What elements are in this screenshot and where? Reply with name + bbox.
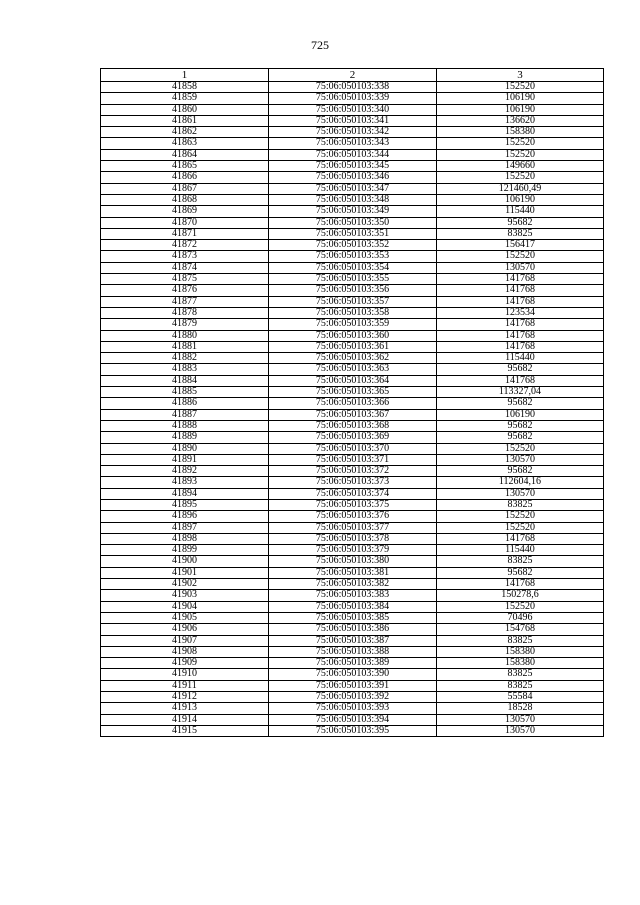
value-cell: 136620 (437, 115, 604, 126)
value-cell: 130570 (437, 488, 604, 499)
table-row (101, 579, 604, 590)
value-cell: 121460,49 (437, 183, 604, 194)
value-cell: 18528 (437, 703, 604, 714)
table-row (101, 658, 604, 669)
row-index-cell: 41897 (101, 522, 269, 533)
table-row (101, 364, 604, 375)
value-cell: 158380 (437, 646, 604, 657)
row-index-cell: 41905 (101, 612, 269, 623)
cadastral-number-cell: 75:06:050103:393 (269, 703, 437, 714)
cadastral-number-cell: 75:06:050103:374 (269, 488, 437, 499)
cadastral-number-cell: 75:06:050103:352 (269, 240, 437, 251)
value-cell: 83825 (437, 680, 604, 691)
row-index-cell: 41899 (101, 545, 269, 556)
row-index-cell: 41901 (101, 567, 269, 578)
cadastral-number-cell: 75:06:050103:342 (269, 127, 437, 138)
cadastral-number-cell: 75:06:050103:347 (269, 183, 437, 194)
table-row (101, 409, 604, 420)
row-index-cell: 41902 (101, 579, 269, 590)
table-row (101, 635, 604, 646)
page-number: 725 (311, 38, 329, 52)
row-index-cell: 41868 (101, 194, 269, 205)
table-row (101, 138, 604, 149)
cadastral-number-cell: 75:06:050103:348 (269, 194, 437, 205)
row-index-cell: 41882 (101, 353, 269, 364)
value-cell: 130570 (437, 725, 604, 736)
table-row (101, 432, 604, 443)
value-cell: 83825 (437, 635, 604, 646)
table-row (101, 206, 604, 217)
value-cell: 106190 (437, 93, 604, 104)
cadastral-number-cell: 75:06:050103:387 (269, 635, 437, 646)
row-index-cell: 41864 (101, 149, 269, 160)
table-row (101, 477, 604, 488)
cadastral-number-cell: 75:06:050103:351 (269, 228, 437, 239)
cadastral-number-cell: 75:06:050103:340 (269, 104, 437, 115)
cadastral-number-cell: 75:06:050103:389 (269, 658, 437, 669)
table-row (101, 149, 604, 160)
value-cell: 152520 (437, 82, 604, 93)
cadastral-number-cell: 75:06:050103:381 (269, 567, 437, 578)
cadastral-number-cell: 75:06:050103:391 (269, 680, 437, 691)
value-cell: 106190 (437, 194, 604, 205)
table-row (101, 353, 604, 364)
value-cell: 115440 (437, 206, 604, 217)
table-row (101, 341, 604, 352)
value-cell: 83825 (437, 556, 604, 567)
row-index-cell: 41904 (101, 601, 269, 612)
value-cell: 141768 (437, 285, 604, 296)
cadastral-number-cell: 75:06:050103:372 (269, 466, 437, 477)
value-cell: 152520 (437, 601, 604, 612)
cadastral-number-cell: 75:06:050103:384 (269, 601, 437, 612)
table-row (101, 466, 604, 477)
cadastral-number-cell: 75:06:050103:346 (269, 172, 437, 183)
cadastral-number-cell: 75:06:050103:338 (269, 82, 437, 93)
table-row (101, 545, 604, 556)
cadastral-number-cell: 75:06:050103:390 (269, 669, 437, 680)
value-cell: 152520 (437, 138, 604, 149)
row-index-cell: 41896 (101, 511, 269, 522)
cadastral-number-cell: 75:06:050103:344 (269, 149, 437, 160)
table-row (101, 183, 604, 194)
value-cell: 152520 (437, 149, 604, 160)
row-index-cell: 41889 (101, 432, 269, 443)
value-cell: 141768 (437, 330, 604, 341)
row-index-cell: 41908 (101, 646, 269, 657)
table-row (101, 692, 604, 703)
value-cell: 152520 (437, 251, 604, 262)
value-cell: 152520 (437, 511, 604, 522)
cadastral-number-cell: 75:06:050103:378 (269, 533, 437, 544)
row-index-cell: 41861 (101, 115, 269, 126)
value-cell: 115440 (437, 545, 604, 556)
table-row (101, 522, 604, 533)
table-row (101, 624, 604, 635)
cadastral-number-cell: 75:06:050103:364 (269, 375, 437, 386)
table-body (101, 82, 604, 737)
cadastral-number-cell: 75:06:050103:345 (269, 161, 437, 172)
table-row (101, 262, 604, 273)
row-index-cell: 41893 (101, 477, 269, 488)
table-row (101, 499, 604, 510)
row-index-cell: 41914 (101, 714, 269, 725)
value-cell: 152520 (437, 443, 604, 454)
row-index-cell: 41873 (101, 251, 269, 262)
cadastral-number-cell: 75:06:050103:388 (269, 646, 437, 657)
table-row (101, 420, 604, 431)
cadastral-number-cell: 75:06:050103:349 (269, 206, 437, 217)
cadastral-number-cell: 75:06:050103:343 (269, 138, 437, 149)
value-cell: 130570 (437, 262, 604, 273)
row-index-cell: 41866 (101, 172, 269, 183)
cadastral-number-cell: 75:06:050103:370 (269, 443, 437, 454)
table-row (101, 567, 604, 578)
table-row (101, 115, 604, 126)
table-row (101, 194, 604, 205)
value-cell: 141768 (437, 319, 604, 330)
table-row (101, 703, 604, 714)
row-index-cell: 41894 (101, 488, 269, 499)
cadastral-number-cell: 75:06:050103:380 (269, 556, 437, 567)
table-row (101, 172, 604, 183)
row-index-cell: 41863 (101, 138, 269, 149)
table-row (101, 443, 604, 454)
row-index-cell: 41884 (101, 375, 269, 386)
column-header-3: 3 (437, 69, 604, 82)
value-cell: 130570 (437, 714, 604, 725)
value-cell: 141768 (437, 579, 604, 590)
row-index-cell: 41911 (101, 680, 269, 691)
row-index-cell: 41900 (101, 556, 269, 567)
cadastral-number-cell: 75:06:050103:363 (269, 364, 437, 375)
row-index-cell: 41895 (101, 499, 269, 510)
row-index-cell: 41890 (101, 443, 269, 454)
value-cell: 83825 (437, 228, 604, 239)
column-header-1: 1 (101, 69, 269, 82)
table-row (101, 285, 604, 296)
cadastral-number-cell: 75:06:050103:369 (269, 432, 437, 443)
table-row (101, 319, 604, 330)
value-cell: 141768 (437, 533, 604, 544)
cadastral-number-cell: 75:06:050103:371 (269, 454, 437, 465)
value-cell: 70496 (437, 612, 604, 623)
value-cell: 95682 (437, 567, 604, 578)
value-cell: 95682 (437, 432, 604, 443)
value-cell: 95682 (437, 466, 604, 477)
table-row (101, 93, 604, 104)
row-index-cell: 41875 (101, 274, 269, 285)
cadastral-number-cell: 75:06:050103:377 (269, 522, 437, 533)
cadastral-number-cell: 75:06:050103:368 (269, 420, 437, 431)
row-index-cell: 41867 (101, 183, 269, 194)
table-row (101, 714, 604, 725)
value-cell: 83825 (437, 669, 604, 680)
row-index-cell: 41879 (101, 319, 269, 330)
value-cell: 158380 (437, 127, 604, 138)
row-index-cell: 41892 (101, 466, 269, 477)
row-index-cell: 41910 (101, 669, 269, 680)
cadastral-number-cell: 75:06:050103:361 (269, 341, 437, 352)
table-row (101, 556, 604, 567)
table-row (101, 725, 604, 736)
row-index-cell: 41909 (101, 658, 269, 669)
value-cell: 149660 (437, 161, 604, 172)
row-index-cell: 41912 (101, 692, 269, 703)
row-index-cell: 41880 (101, 330, 269, 341)
row-index-cell: 41907 (101, 635, 269, 646)
value-cell: 141768 (437, 341, 604, 352)
cadastral-number-cell: 75:06:050103:357 (269, 296, 437, 307)
table-row (101, 296, 604, 307)
value-cell: 152520 (437, 172, 604, 183)
table-row (101, 488, 604, 499)
table-row (101, 680, 604, 691)
value-cell: 112604,16 (437, 477, 604, 488)
table-row (101, 612, 604, 623)
row-index-cell: 41876 (101, 285, 269, 296)
header-row (101, 69, 604, 82)
value-cell: 141768 (437, 296, 604, 307)
value-cell: 106190 (437, 104, 604, 115)
cadastral-number-cell: 75:06:050103:354 (269, 262, 437, 273)
row-index-cell: 41874 (101, 262, 269, 273)
value-cell: 158380 (437, 658, 604, 669)
value-cell: 106190 (437, 409, 604, 420)
value-cell: 95682 (437, 398, 604, 409)
cadastral-number-cell: 75:06:050103:383 (269, 590, 437, 601)
cadastral-number-cell: 75:06:050103:362 (269, 353, 437, 364)
row-index-cell: 41869 (101, 206, 269, 217)
cadastral-number-cell: 75:06:050103:394 (269, 714, 437, 725)
cadastral-number-cell: 75:06:050103:366 (269, 398, 437, 409)
row-index-cell: 41891 (101, 454, 269, 465)
table-row (101, 82, 604, 93)
cadastral-number-cell: 75:06:050103:358 (269, 307, 437, 318)
table-row (101, 669, 604, 680)
row-index-cell: 41885 (101, 387, 269, 398)
table-row (101, 590, 604, 601)
value-cell: 154768 (437, 624, 604, 635)
row-index-cell: 41858 (101, 82, 269, 93)
table-header (101, 69, 604, 82)
value-cell: 123534 (437, 307, 604, 318)
value-cell: 113327,04 (437, 387, 604, 398)
value-cell: 150278,6 (437, 590, 604, 601)
cadastral-number-cell: 75:06:050103:341 (269, 115, 437, 126)
table-row (101, 307, 604, 318)
row-index-cell: 41887 (101, 409, 269, 420)
value-cell: 55584 (437, 692, 604, 703)
data-table (100, 68, 604, 737)
row-index-cell: 41877 (101, 296, 269, 307)
cadastral-number-cell: 75:06:050103:367 (269, 409, 437, 420)
value-cell: 95682 (437, 420, 604, 431)
row-index-cell: 41903 (101, 590, 269, 601)
cadastral-number-cell: 75:06:050103:385 (269, 612, 437, 623)
cadastral-number-cell: 75:06:050103:382 (269, 579, 437, 590)
table-row (101, 240, 604, 251)
cadastral-number-cell: 75:06:050103:375 (269, 499, 437, 510)
cadastral-number-cell: 75:06:050103:379 (269, 545, 437, 556)
row-index-cell: 41860 (101, 104, 269, 115)
table-row (101, 454, 604, 465)
table-row (101, 387, 604, 398)
row-index-cell: 41886 (101, 398, 269, 409)
cadastral-number-cell: 75:06:050103:355 (269, 274, 437, 285)
row-index-cell: 41870 (101, 217, 269, 228)
table-row (101, 104, 604, 115)
table-row (101, 217, 604, 228)
cadastral-number-cell: 75:06:050103:359 (269, 319, 437, 330)
table-row (101, 274, 604, 285)
table-row (101, 228, 604, 239)
cadastral-number-cell: 75:06:050103:360 (269, 330, 437, 341)
table-row (101, 601, 604, 612)
cadastral-number-cell: 75:06:050103:339 (269, 93, 437, 104)
table-row (101, 533, 604, 544)
cadastral-number-cell: 75:06:050103:395 (269, 725, 437, 736)
table-row (101, 511, 604, 522)
value-cell: 115440 (437, 353, 604, 364)
row-index-cell: 41898 (101, 533, 269, 544)
value-cell: 95682 (437, 364, 604, 375)
cadastral-number-cell: 75:06:050103:350 (269, 217, 437, 228)
cadastral-number-cell: 75:06:050103:353 (269, 251, 437, 262)
row-index-cell: 41915 (101, 725, 269, 736)
table-row (101, 398, 604, 409)
value-cell: 156417 (437, 240, 604, 251)
value-cell: 141768 (437, 274, 604, 285)
table-row (101, 646, 604, 657)
row-index-cell: 41865 (101, 161, 269, 172)
row-index-cell: 41881 (101, 341, 269, 352)
value-cell: 83825 (437, 499, 604, 510)
value-cell: 141768 (437, 375, 604, 386)
column-header-2: 2 (269, 69, 437, 82)
row-index-cell: 41859 (101, 93, 269, 104)
cadastral-number-cell: 75:06:050103:373 (269, 477, 437, 488)
table-row (101, 330, 604, 341)
value-cell: 95682 (437, 217, 604, 228)
row-index-cell: 41862 (101, 127, 269, 138)
cadastral-number-cell: 75:06:050103:365 (269, 387, 437, 398)
row-index-cell: 41906 (101, 624, 269, 635)
cadastral-number-cell: 75:06:050103:392 (269, 692, 437, 703)
row-index-cell: 41883 (101, 364, 269, 375)
row-index-cell: 41878 (101, 307, 269, 318)
table-row (101, 251, 604, 262)
cadastral-number-cell: 75:06:050103:376 (269, 511, 437, 522)
cadastral-number-cell: 75:06:050103:356 (269, 285, 437, 296)
table-row (101, 161, 604, 172)
row-index-cell: 41872 (101, 240, 269, 251)
cadastral-number-cell: 75:06:050103:386 (269, 624, 437, 635)
row-index-cell: 41888 (101, 420, 269, 431)
value-cell: 152520 (437, 522, 604, 533)
value-cell: 130570 (437, 454, 604, 465)
table-row (101, 375, 604, 386)
row-index-cell: 41871 (101, 228, 269, 239)
row-index-cell: 41913 (101, 703, 269, 714)
table-row (101, 127, 604, 138)
